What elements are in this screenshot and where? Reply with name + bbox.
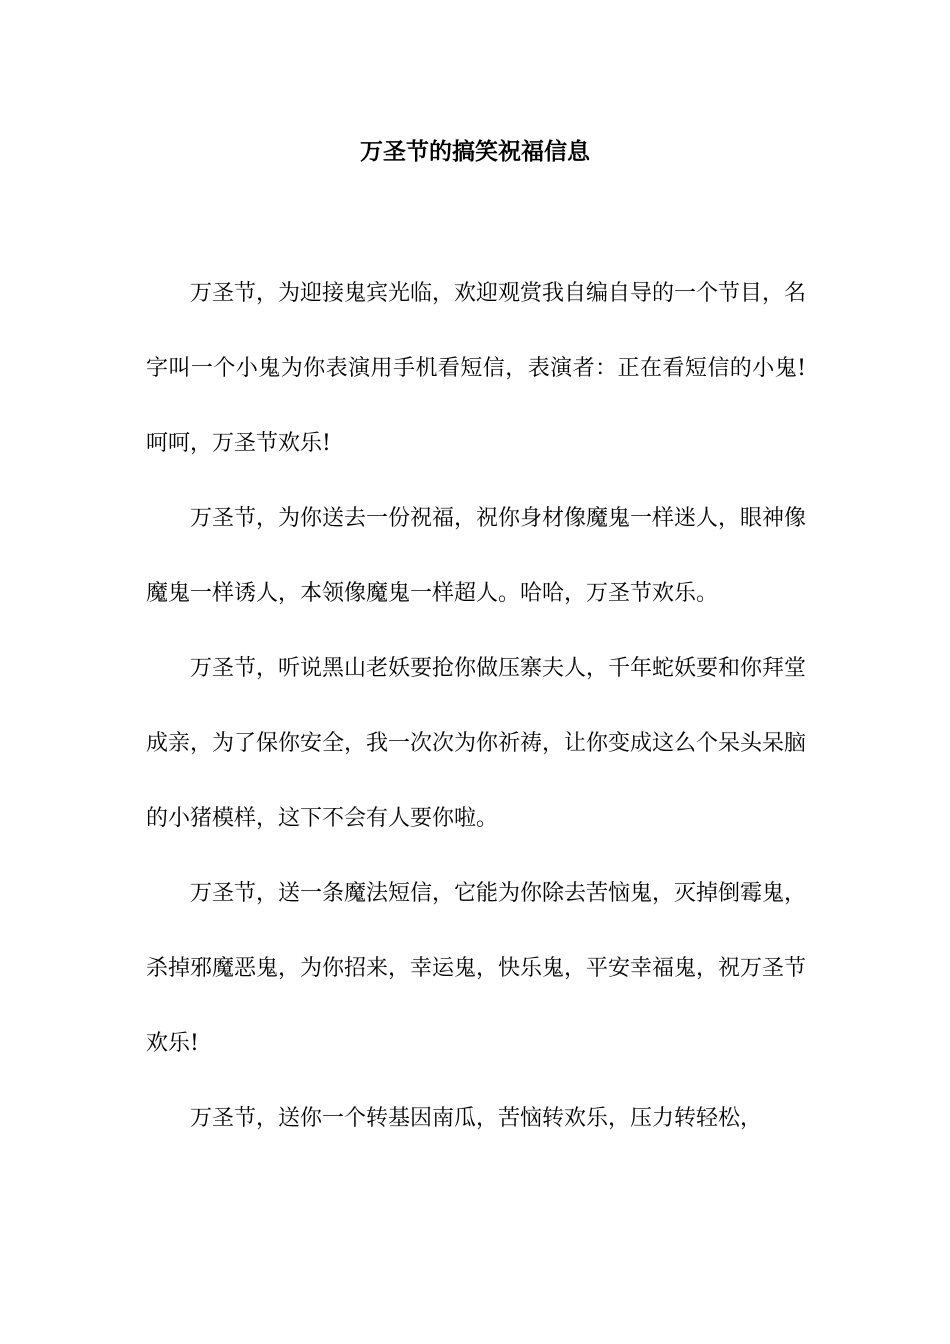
paragraph-2: 万圣节，为你送去一份祝福，祝你身材像魔鬼一样迷人，眼神像魔鬼一样诱人，本领像魔鬼一样超人。哈哈，万圣节欢乐。 <box>146 506 807 606</box>
document-title: 万圣节的搞笑祝福信息 <box>360 138 590 165</box>
document-body <box>146 256 806 1156</box>
paragraph-4: 万圣节，送一条魔法短信，它能为你除去苦恼鬼，灭掉倒霉鬼，杀掉邪魔恶鬼，为你招来，幸运鬼，快乐鬼，平安幸福鬼，祝万圣节欢乐! <box>146 881 807 1056</box>
paragraph-5: 万圣节，送你一个转基因南瓜，苦恼转欢乐，压力转轻松， <box>190 1106 763 1131</box>
paragraph-3: 万圣节，听说黑山老妖要抢你做压寨夫人，千年蛇妖要和你拜堂成亲，为了保你安全，我一次次为你祈祷，让你变成这么个呆头呆脑的小猪模样，这下不会有人要你啦。 <box>146 656 807 831</box>
paragraph-1: 万圣节，为迎接鬼宾光临，欢迎观赏我自编自导的一个节目，名字叫一个小鬼为你表演用手机看短信，表演者：正在看短信的小鬼!呵呵，万圣节欢乐! <box>146 281 807 456</box>
